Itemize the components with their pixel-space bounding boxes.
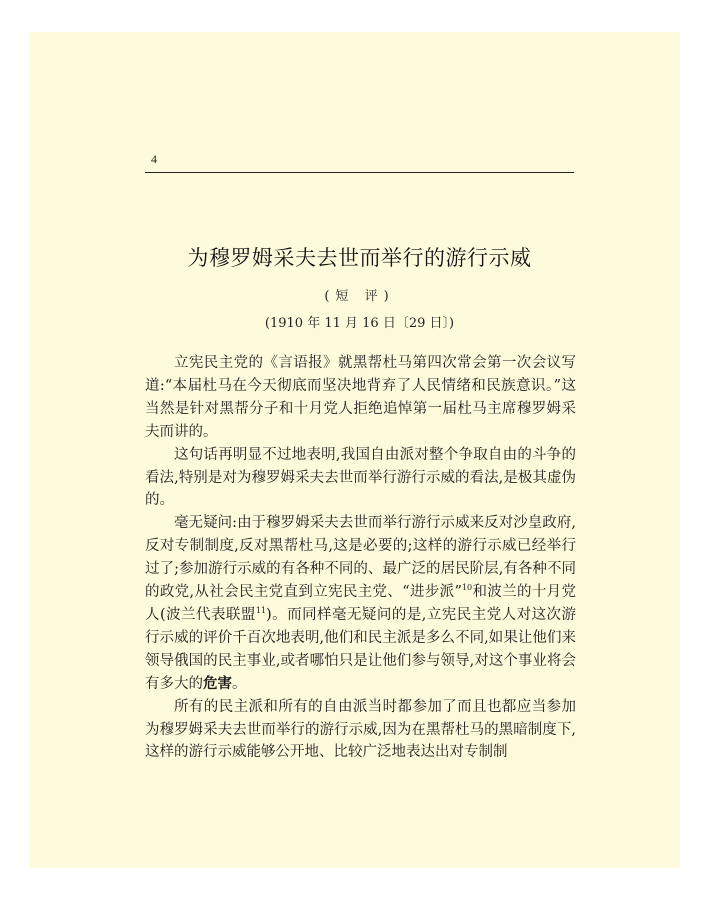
article-date: (1910 年 11 月 16 日〔29 日〕)	[264, 316, 455, 331]
paragraph-3-text-c: )。而同样毫无疑问的是,立宪民主党人对这次游行示威的评价千百次地表明,他们和民主派是多么不同,如果让他们来领导俄国的民主事业,或者哪怕只是让他们参与领导,对这个事业将会有多大的	[145, 606, 576, 692]
paragraph-3-text-a: 毫无疑问:由于穆罗姆采夫去世而举行游行示威来反对沙皇政府,反对专制制度,反对黑帮杜马,这是必要的;这样的游行示威已经举行过了;参加游行示威的有各种不同的、最广泛的居民阶层,有各种不同的政党,从社会民主党直到立宪民主党、“进步派”	[145, 515, 576, 601]
emphasis-text: 危害	[203, 675, 232, 692]
header-rule	[145, 172, 574, 173]
paragraph-3-text-d: 。	[232, 675, 247, 692]
article-title: 为穆罗姆采夫去世而举行的游行示威	[187, 246, 532, 270]
article-body	[145, 352, 576, 764]
page-number: 4	[151, 152, 157, 166]
paragraph-2: 这句话再明显不过地表明,我国自由派对整个争取自由的斗争的看法,特别是对为穆罗姆采夫去世而举行游行示威的看法,是极其虚伪的。	[145, 446, 576, 509]
article-subtitle: (短 评)	[324, 289, 395, 304]
paragraph-4: 所有的民主派和所有的自由派当时都参加了而且也都应当参加为穆罗姆采夫去世而举行的游行示威,因为在黑帮杜马的黑暗制度下,这样的游行示威能够公开地、比较广泛地表达出对专制制	[145, 698, 576, 761]
paragraph-1: 立宪民主党的《言语报》就黑帮杜马第四次常会第一次会议写道:“本届杜马在今天彻底而坚决地背弃了人民情绪和民族意识。”这当然是针对黑帮分子和十月党人拒绝追悼第一届杜马主席穆罗姆采夫而讲的。	[145, 355, 576, 440]
footnote-marker-11[interactable]: 11	[255, 606, 267, 616]
paragraph-3	[145, 512, 576, 695]
footnote-marker-10[interactable]: 10	[461, 583, 473, 593]
paragraph-3-text-b: 和波兰的十月党人(波兰代表联盟	[145, 584, 577, 623]
